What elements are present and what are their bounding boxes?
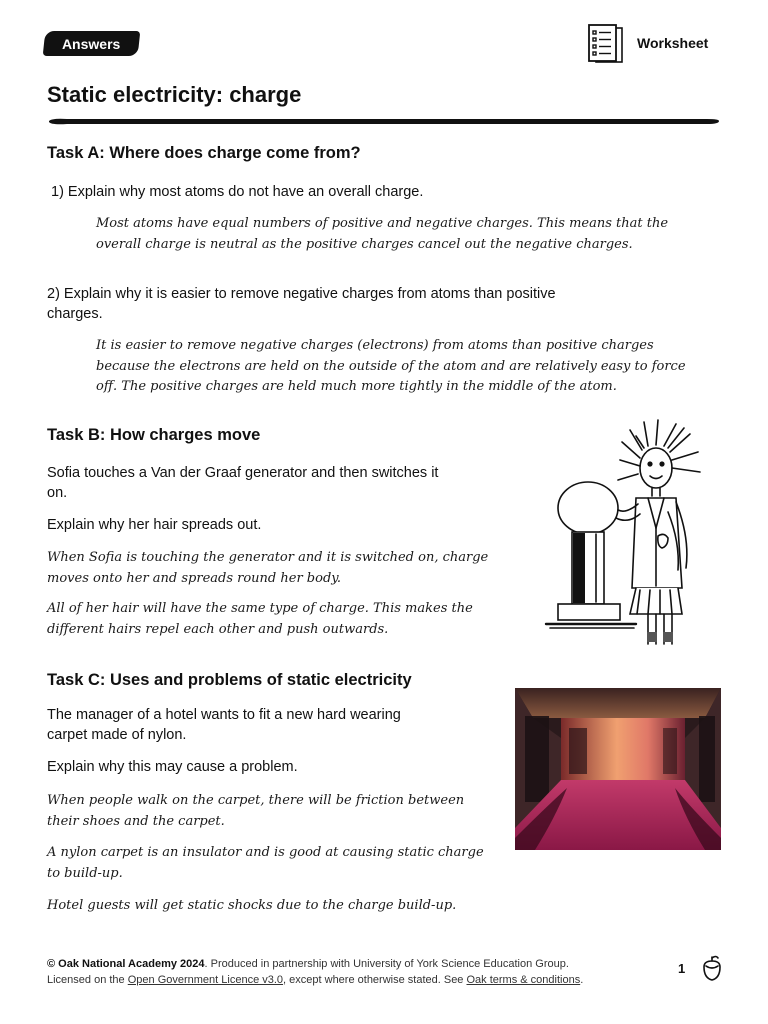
page-title: Static electricity: charge: [47, 82, 302, 107]
task-b-prompt: [47, 463, 438, 503]
task-c-answer-3: Hotel guests will get static shocks due to the charge build-up.: [47, 898, 457, 913]
title-divider: [47, 117, 721, 126]
answer-line: because the electrons are held on the outside of the atom and are relatively easy to force: [96, 358, 686, 374]
answer-line: When Sofia is touching the generator and it is switched on, charge: [47, 550, 489, 565]
answer-line: different hairs repel each other and push outwards.: [47, 621, 389, 637]
task-b-answer-1: [47, 548, 488, 589]
answers-badge: [43, 31, 141, 56]
answer-line: All of her hair will have the same type of charge. This makes the: [47, 601, 473, 616]
answer-line: When people walk on the carpet, there will be friction between: [47, 793, 465, 808]
page-number: 1: [678, 961, 686, 976]
answer-line: moves onto her and spreads round her body.: [47, 570, 342, 586]
task-b-question: Explain why her hair spreads out.: [47, 517, 262, 533]
answer-line: overall charge is neutral as the positive charges cancel out the negative charges.: [96, 236, 633, 252]
task-a-question-1: 1) Explain why most atoms do not have an overall charge.: [51, 184, 424, 200]
answer-line: A nylon carpet is an insulator and is good at causing static charge: [47, 845, 484, 860]
answer-line: to build-up.: [47, 865, 123, 881]
prompt-line: The manager of a hotel wants to fit a new hard wearing: [47, 707, 401, 723]
prompt-line: Sofia touches a Van der Graaf generator and then switches it: [47, 465, 439, 481]
task-c-answer-2: [47, 843, 484, 884]
footer: [47, 956, 657, 988]
copyright: © Oak National Academy 2024: [47, 958, 205, 970]
task-b-heading: Task B: How charges move: [47, 426, 261, 444]
answer-line: Most atoms have equal numbers of positive and negative charges. This means that the: [96, 216, 669, 231]
task-a-answer-2: [96, 336, 686, 398]
prompt-line: on.: [47, 485, 68, 501]
prompt-line: carpet made of nylon.: [47, 727, 187, 743]
task-a-heading: Task A: Where does charge come from?: [47, 144, 361, 162]
question-line: 2) Explain why it is easier to remove negative charges from atoms than positive: [47, 286, 556, 302]
task-c-prompt: [47, 705, 401, 745]
task-c-answer-1: [47, 791, 464, 832]
footer-line-2: [47, 972, 657, 988]
task-a-question-2: [47, 284, 556, 324]
task-c-heading: Task C: Uses and problems of static electricity: [47, 671, 412, 689]
task-c-question: Explain why this may cause a problem.: [47, 759, 298, 775]
answers-badge-label: Answers: [62, 35, 121, 52]
terms-link[interactable]: Oak terms & conditions: [466, 974, 581, 986]
answer-line: their shoes and the carpet.: [47, 813, 225, 829]
worksheet-icon: [586, 23, 628, 67]
task-b-answer-2: [47, 599, 473, 640]
licence-link[interactable]: Open Government Licence v3.0: [127, 974, 284, 986]
sofia-van-de-graaff-illustration: [540, 418, 722, 650]
footer-text: Licensed on the: [47, 974, 128, 986]
question-line: charges.: [47, 306, 103, 322]
footer-text: . Produced in partnership with University of York Science Education Group.: [204, 958, 569, 970]
footer-text: , except where otherwise stated. See: [283, 974, 467, 986]
answer-line: off. The positive charges are held much more tightly in the middle of the atom.: [96, 379, 617, 394]
acorn-logo-icon: [700, 954, 724, 982]
task-a-answer-1: [96, 214, 668, 255]
worksheet-label: Worksheet: [637, 35, 709, 51]
footer-text: .: [580, 974, 584, 986]
hotel-carpet-photo: [515, 688, 721, 850]
answer-line: It is easier to remove negative charges (electrons) from atoms than positive charges: [96, 338, 654, 353]
footer-line-1: [47, 956, 657, 972]
